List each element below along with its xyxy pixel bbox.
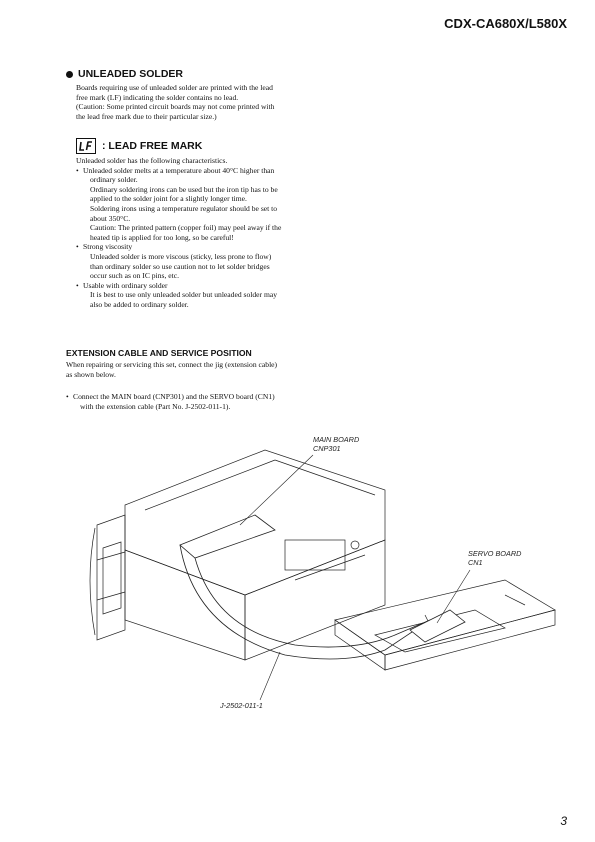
label-main-board-line: CNP301 [313,443,341,453]
item-line: heated tip is applied for too long, so be careful! [90,232,234,242]
unleaded-line: free mark (LF) indicating the solder contains no lead. [76,92,239,102]
label-servo-board-line: CN1 [468,557,483,567]
leader-main-board [240,455,313,525]
chassis-right-side [245,540,385,660]
extension-cable-diagram [85,430,565,730]
item-line: Unleaded solder melts at a temperature about 40°C higher than [83,165,275,175]
label-main-board [313,436,359,453]
model-number: CDX-CA680X/L580X [444,16,567,31]
page-number: 3 [560,814,567,828]
label-cable-part: J-2502-011-1 [220,701,263,710]
unleaded-line: (Caution: Some printed circuit boards may not come printed with [76,102,275,112]
item-line: Strong viscosity [83,242,133,252]
characteristic-item [76,281,306,310]
item-line: It is best to use only unleaded solder but unleaded solder may [90,290,278,300]
item-line: than ordinary solder so use caution not to let solder bridges [90,261,270,271]
item-line: Unleaded solder is more viscous (sticky, less prone to flow) [90,251,272,261]
unleaded-line: the lead free mark due to their particular size.) [76,111,217,121]
lead-free-mark-icon [76,138,96,154]
bullet-icon: • [76,280,79,290]
unleaded-solder-body [76,83,306,121]
step-line: with the extension cable (Part No. J-2502-011-1). [80,401,231,411]
label-servo-board-line: SERVO BOARD [468,549,522,558]
display-window [103,542,121,614]
item-line: Soldering irons using a temperature regulator should be set to [90,203,278,213]
extension-intro [66,360,311,379]
bullet-icon: • [66,392,69,401]
bullet-dot-icon [66,71,73,78]
bullet-icon: • [76,165,79,175]
item-line: also be added to ordinary solder. [90,299,189,309]
lf-glyph-icon [79,141,93,151]
item-line: Usable with ordinary solder [83,280,168,290]
item-line: ordinary solder. [90,175,138,185]
flat-cable-edge-a [180,545,415,659]
extension-step [66,392,311,411]
unleaded-line: Boards requiring use of unleaded solder are printed with the lead [76,83,273,92]
step-item [66,392,311,411]
item-line: Caution: The printed pattern (copper foil) may peel away if the [90,223,282,233]
lead-free-intro: Unleaded solder has the following characteristics. [76,156,228,165]
lead-free-title: : LEAD FREE MARK [102,140,203,152]
extension-intro-line: When repairing or servicing this set, connect the jig (extension cable) [66,360,278,369]
extension-cable-heading: EXTENSION CABLE AND SERVICE POSITION [66,348,252,358]
label-servo-board [468,550,521,567]
unleaded-solder-title: UNLEADED SOLDER [78,68,184,80]
cable-end-main [180,515,275,558]
item-line: applied to the solder joint for a slightly longer time. [90,194,247,204]
characteristic-item [76,166,306,243]
characteristic-item [76,242,306,280]
lead-free-heading [66,138,202,154]
item-line: occur such as on IC pins, etc. [90,271,179,281]
diagram-drawing [85,430,565,730]
leader-cable [260,652,280,700]
step-line: Connect the MAIN board (CNP301) and the SERVO board (CN1) [73,392,275,401]
lead-free-body [76,156,306,310]
item-line: about 350°C. [90,213,131,223]
item-line: Ordinary soldering irons can be used but the iron tip has to be [90,184,278,194]
unleaded-solder-heading [66,68,183,80]
label-main-board-line: MAIN BOARD [313,435,360,444]
extension-intro-line: as shown below. [66,369,116,379]
bullet-icon: • [76,242,79,252]
servo-tray-edge [385,610,555,670]
